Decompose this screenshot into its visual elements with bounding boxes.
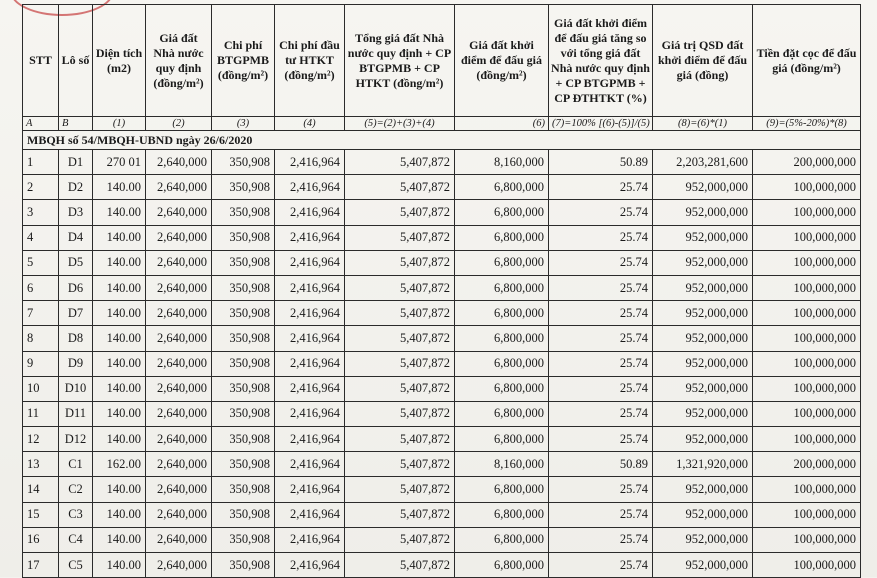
- htkt-cost-cell: 2,416,964: [275, 401, 345, 426]
- state-price-cell: 2,640,000: [146, 326, 212, 351]
- area-cell: 140.00: [93, 326, 146, 351]
- table-row: [23, 351, 861, 376]
- deposit-cell: 100,000,000: [753, 553, 861, 578]
- table-row: [23, 527, 861, 552]
- start-price-cell: 6,800,000: [455, 351, 549, 376]
- start-price-cell: 6,800,000: [455, 553, 549, 578]
- lot-cell: C3: [59, 502, 93, 527]
- state-price-cell: 2,640,000: [146, 527, 212, 552]
- lot-cell: D5: [59, 250, 93, 275]
- column-index: (6): [455, 117, 549, 131]
- table-row: [23, 401, 861, 426]
- header-cell: Tiền đặt cọc để đấu giá (đồng/m²): [753, 5, 861, 117]
- stt-cell: 6: [23, 275, 59, 300]
- auction-price-table: [22, 4, 861, 578]
- increase-percent-cell: 25.74: [549, 527, 653, 552]
- htkt-cost-cell: 2,416,964: [275, 175, 345, 200]
- area-cell: 270 01: [93, 150, 146, 175]
- start-price-cell: 6,800,000: [455, 427, 549, 452]
- state-price-cell: 2,640,000: [146, 376, 212, 401]
- land-value-cell: 952,000,000: [653, 477, 753, 502]
- lot-cell: D10: [59, 376, 93, 401]
- start-price-cell: 6,800,000: [455, 301, 549, 326]
- start-price-cell: 6,800,000: [455, 275, 549, 300]
- btgpmb-cost-cell: 350,908: [212, 427, 275, 452]
- land-value-cell: 952,000,000: [653, 200, 753, 225]
- column-index: A: [23, 117, 59, 131]
- start-price-cell: 6,800,000: [455, 477, 549, 502]
- deposit-cell: 100,000,000: [753, 225, 861, 250]
- column-index: (8)=(6)*(1): [653, 117, 753, 131]
- deposit-cell: 100,000,000: [753, 527, 861, 552]
- land-value-cell: 952,000,000: [653, 351, 753, 376]
- btgpmb-cost-cell: 350,908: [212, 452, 275, 477]
- total-price-cell: 5,407,872: [345, 250, 455, 275]
- area-cell: 162.00: [93, 452, 146, 477]
- htkt-cost-cell: 2,416,964: [275, 250, 345, 275]
- deposit-cell: 100,000,000: [753, 427, 861, 452]
- start-price-cell: 6,800,000: [455, 326, 549, 351]
- btgpmb-cost-cell: 350,908: [212, 401, 275, 426]
- total-price-cell: 5,407,872: [345, 502, 455, 527]
- header-cell: Chi phí đầu tư HTKT (đồng/m²): [275, 5, 345, 117]
- increase-percent-cell: 25.74: [549, 200, 653, 225]
- table-row: [23, 225, 861, 250]
- total-price-cell: 5,407,872: [345, 150, 455, 175]
- table-row: [23, 376, 861, 401]
- area-cell: 140.00: [93, 275, 146, 300]
- increase-percent-cell: 50.89: [549, 452, 653, 477]
- area-cell: 140.00: [93, 250, 146, 275]
- btgpmb-cost-cell: 350,908: [212, 477, 275, 502]
- column-index: (9)=(5%-20%)*(8): [753, 117, 861, 131]
- total-price-cell: 5,407,872: [345, 527, 455, 552]
- lot-cell: D7: [59, 301, 93, 326]
- deposit-cell: 100,000,000: [753, 477, 861, 502]
- start-price-cell: 6,800,000: [455, 376, 549, 401]
- lot-cell: D11: [59, 401, 93, 426]
- deposit-cell: 100,000,000: [753, 275, 861, 300]
- total-price-cell: 5,407,872: [345, 200, 455, 225]
- htkt-cost-cell: 2,416,964: [275, 452, 345, 477]
- increase-percent-cell: 25.74: [549, 376, 653, 401]
- stt-cell: 9: [23, 351, 59, 376]
- land-value-cell: 952,000,000: [653, 376, 753, 401]
- htkt-cost-cell: 2,416,964: [275, 150, 345, 175]
- column-index: (3): [212, 117, 275, 131]
- group-row: [23, 131, 861, 150]
- state-price-cell: 2,640,000: [146, 175, 212, 200]
- land-value-cell: 952,000,000: [653, 301, 753, 326]
- htkt-cost-cell: 2,416,964: [275, 527, 345, 552]
- btgpmb-cost-cell: 350,908: [212, 275, 275, 300]
- land-value-cell: 952,000,000: [653, 502, 753, 527]
- htkt-cost-cell: 2,416,964: [275, 502, 345, 527]
- increase-percent-cell: 25.74: [549, 175, 653, 200]
- stt-cell: 10: [23, 376, 59, 401]
- stt-cell: 13: [23, 452, 59, 477]
- land-value-cell: 952,000,000: [653, 427, 753, 452]
- deposit-cell: 100,000,000: [753, 376, 861, 401]
- stt-cell: 3: [23, 200, 59, 225]
- start-price-cell: 6,800,000: [455, 225, 549, 250]
- btgpmb-cost-cell: 350,908: [212, 553, 275, 578]
- header-cell: Giá trị QSD đất khởi điểm để đấu giá (đồng): [653, 5, 753, 117]
- column-index: B: [59, 117, 93, 131]
- state-price-cell: 2,640,000: [146, 502, 212, 527]
- deposit-cell: 100,000,000: [753, 502, 861, 527]
- area-cell: 140.00: [93, 175, 146, 200]
- start-price-cell: 8,160,000: [455, 150, 549, 175]
- increase-percent-cell: 50.89: [549, 150, 653, 175]
- column-index-row: [23, 117, 861, 131]
- stt-cell: 4: [23, 225, 59, 250]
- group-label: MBQH số 54/MBQH-UBND ngày 26/6/2020: [23, 131, 861, 150]
- total-price-cell: 5,407,872: [345, 477, 455, 502]
- lot-cell: C5: [59, 553, 93, 578]
- lot-cell: D6: [59, 275, 93, 300]
- btgpmb-cost-cell: 350,908: [212, 150, 275, 175]
- stt-cell: 17: [23, 553, 59, 578]
- btgpmb-cost-cell: 350,908: [212, 225, 275, 250]
- lot-cell: C1: [59, 452, 93, 477]
- state-price-cell: 2,640,000: [146, 150, 212, 175]
- increase-percent-cell: 25.74: [549, 502, 653, 527]
- area-cell: 140.00: [93, 527, 146, 552]
- state-price-cell: 2,640,000: [146, 477, 212, 502]
- state-price-cell: 2,640,000: [146, 553, 212, 578]
- deposit-cell: 100,000,000: [753, 175, 861, 200]
- table-row: [23, 502, 861, 527]
- start-price-cell: 8,160,000: [455, 452, 549, 477]
- lot-cell: D12: [59, 427, 93, 452]
- total-price-cell: 5,407,872: [345, 175, 455, 200]
- area-cell: 140.00: [93, 553, 146, 578]
- table-row: [23, 175, 861, 200]
- land-value-cell: 952,000,000: [653, 401, 753, 426]
- table-row: [23, 553, 861, 578]
- area-cell: 140.00: [93, 301, 146, 326]
- header-cell: Chi phí BTGPMB (đồng/m²): [212, 5, 275, 117]
- btgpmb-cost-cell: 350,908: [212, 351, 275, 376]
- state-price-cell: 2,640,000: [146, 401, 212, 426]
- land-value-cell: 952,000,000: [653, 527, 753, 552]
- deposit-cell: 100,000,000: [753, 326, 861, 351]
- lot-cell: D4: [59, 225, 93, 250]
- header-cell: Diện tích (m2): [93, 5, 146, 117]
- table-row: [23, 452, 861, 477]
- stt-cell: 15: [23, 502, 59, 527]
- total-price-cell: 5,407,872: [345, 376, 455, 401]
- htkt-cost-cell: 2,416,964: [275, 301, 345, 326]
- table-row: [23, 326, 861, 351]
- deposit-cell: 100,000,000: [753, 200, 861, 225]
- total-price-cell: 5,407,872: [345, 553, 455, 578]
- land-value-cell: 952,000,000: [653, 553, 753, 578]
- start-price-cell: 6,800,000: [455, 502, 549, 527]
- area-cell: 140.00: [93, 225, 146, 250]
- increase-percent-cell: 25.74: [549, 225, 653, 250]
- total-price-cell: 5,407,872: [345, 452, 455, 477]
- table-row: [23, 301, 861, 326]
- increase-percent-cell: 25.74: [549, 351, 653, 376]
- htkt-cost-cell: 2,416,964: [275, 275, 345, 300]
- header-cell: Lô số: [59, 5, 93, 117]
- btgpmb-cost-cell: 350,908: [212, 326, 275, 351]
- start-price-cell: 6,800,000: [455, 175, 549, 200]
- table-row: [23, 427, 861, 452]
- stt-cell: 12: [23, 427, 59, 452]
- start-price-cell: 6,800,000: [455, 200, 549, 225]
- deposit-cell: 100,000,000: [753, 351, 861, 376]
- start-price-cell: 6,800,000: [455, 401, 549, 426]
- start-price-cell: 6,800,000: [455, 527, 549, 552]
- deposit-cell: 200,000,000: [753, 452, 861, 477]
- land-value-cell: 952,000,000: [653, 225, 753, 250]
- stt-cell: 8: [23, 326, 59, 351]
- increase-percent-cell: 25.74: [549, 427, 653, 452]
- state-price-cell: 2,640,000: [146, 275, 212, 300]
- area-cell: 140.00: [93, 401, 146, 426]
- htkt-cost-cell: 2,416,964: [275, 326, 345, 351]
- btgpmb-cost-cell: 350,908: [212, 376, 275, 401]
- table-row: [23, 275, 861, 300]
- stt-cell: 5: [23, 250, 59, 275]
- increase-percent-cell: 25.74: [549, 401, 653, 426]
- table-row: [23, 250, 861, 275]
- total-price-cell: 5,407,872: [345, 401, 455, 426]
- lot-cell: D1: [59, 150, 93, 175]
- increase-percent-cell: 25.74: [549, 553, 653, 578]
- htkt-cost-cell: 2,416,964: [275, 427, 345, 452]
- htkt-cost-cell: 2,416,964: [275, 477, 345, 502]
- land-value-cell: 952,000,000: [653, 175, 753, 200]
- header-cell: Giá đất Nhà nước quy định (đồng/m²): [146, 5, 212, 117]
- column-index: (1): [93, 117, 146, 131]
- deposit-cell: 100,000,000: [753, 401, 861, 426]
- deposit-cell: 100,000,000: [753, 250, 861, 275]
- htkt-cost-cell: 2,416,964: [275, 376, 345, 401]
- stt-cell: 16: [23, 527, 59, 552]
- increase-percent-cell: 25.74: [549, 301, 653, 326]
- state-price-cell: 2,640,000: [146, 250, 212, 275]
- btgpmb-cost-cell: 350,908: [212, 527, 275, 552]
- area-cell: 140.00: [93, 351, 146, 376]
- increase-percent-cell: 25.74: [549, 477, 653, 502]
- land-value-cell: 952,000,000: [653, 275, 753, 300]
- area-cell: 140.00: [93, 376, 146, 401]
- htkt-cost-cell: 2,416,964: [275, 200, 345, 225]
- stt-cell: 11: [23, 401, 59, 426]
- deposit-cell: 200,000,000: [753, 150, 861, 175]
- start-price-cell: 6,800,000: [455, 250, 549, 275]
- increase-percent-cell: 25.74: [549, 250, 653, 275]
- state-price-cell: 2,640,000: [146, 351, 212, 376]
- land-value-cell: 2,203,281,600: [653, 150, 753, 175]
- column-index: (4): [275, 117, 345, 131]
- total-price-cell: 5,407,872: [345, 326, 455, 351]
- stt-cell: 7: [23, 301, 59, 326]
- land-value-cell: 952,000,000: [653, 326, 753, 351]
- lot-cell: D2: [59, 175, 93, 200]
- lot-cell: D3: [59, 200, 93, 225]
- lot-cell: D8: [59, 326, 93, 351]
- header-cell: Giá đất khởi điểm để đấu giá (đồng/m²): [455, 5, 549, 117]
- lot-cell: D9: [59, 351, 93, 376]
- table-row: [23, 150, 861, 175]
- state-price-cell: 2,640,000: [146, 200, 212, 225]
- stt-cell: 14: [23, 477, 59, 502]
- total-price-cell: 5,407,872: [345, 427, 455, 452]
- total-price-cell: 5,407,872: [345, 225, 455, 250]
- btgpmb-cost-cell: 350,908: [212, 301, 275, 326]
- header-cell: STT: [23, 5, 59, 117]
- stt-cell: 2: [23, 175, 59, 200]
- area-cell: 140.00: [93, 427, 146, 452]
- header-row: [23, 5, 861, 117]
- btgpmb-cost-cell: 350,908: [212, 250, 275, 275]
- header-cell: Giá đất khởi điểm để đấu giá tăng so với tổng giá đất Nhà nước quy định + CP BTGPMB + CP ĐTHTKT (%): [549, 5, 653, 117]
- htkt-cost-cell: 2,416,964: [275, 351, 345, 376]
- state-price-cell: 2,640,000: [146, 301, 212, 326]
- area-cell: 140.00: [93, 477, 146, 502]
- land-value-cell: 952,000,000: [653, 250, 753, 275]
- deposit-cell: 100,000,000: [753, 301, 861, 326]
- state-price-cell: 2,640,000: [146, 452, 212, 477]
- land-value-cell: 1,321,920,000: [653, 452, 753, 477]
- stt-cell: 1: [23, 150, 59, 175]
- total-price-cell: 5,407,872: [345, 275, 455, 300]
- table-row: [23, 200, 861, 225]
- column-index: (2): [146, 117, 212, 131]
- lot-cell: C4: [59, 527, 93, 552]
- btgpmb-cost-cell: 350,908: [212, 502, 275, 527]
- htkt-cost-cell: 2,416,964: [275, 553, 345, 578]
- btgpmb-cost-cell: 350,908: [212, 175, 275, 200]
- btgpmb-cost-cell: 350,908: [212, 200, 275, 225]
- header-cell: Tổng giá đất Nhà nước quy định + CP BTGPMB + CP HTKT (đồng/m²): [345, 5, 455, 117]
- increase-percent-cell: 25.74: [549, 275, 653, 300]
- state-price-cell: 2,640,000: [146, 427, 212, 452]
- htkt-cost-cell: 2,416,964: [275, 225, 345, 250]
- area-cell: 140.00: [93, 200, 146, 225]
- area-cell: 140.00: [93, 502, 146, 527]
- total-price-cell: 5,407,872: [345, 351, 455, 376]
- state-price-cell: 2,640,000: [146, 225, 212, 250]
- increase-percent-cell: 25.74: [549, 326, 653, 351]
- column-index: (5)=(2)+(3)+(4): [345, 117, 455, 131]
- column-index: (7)=100% [(6)-(5)]/(5): [549, 117, 653, 131]
- table-row: [23, 477, 861, 502]
- total-price-cell: 5,407,872: [345, 301, 455, 326]
- lot-cell: C2: [59, 477, 93, 502]
